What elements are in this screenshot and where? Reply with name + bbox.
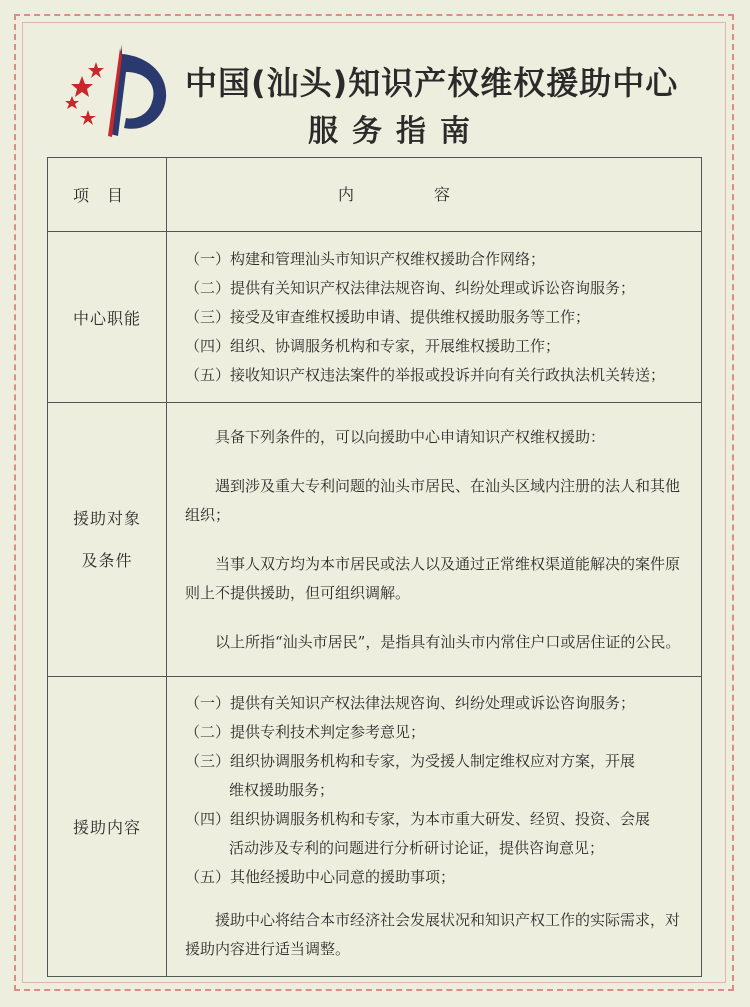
- list-item-continuation: 活动涉及专利的问题进行分析研讨论证，提供咨询意见；: [229, 839, 605, 857]
- row-content-cell: [167, 232, 702, 403]
- functions-list: [167, 241, 701, 394]
- list-item-continuation: 维权援助服务；: [229, 781, 335, 799]
- row-content-cell: [167, 677, 702, 977]
- list-item: （一）构建和管理汕头市知识产权维权援助合作网络；: [185, 249, 546, 268]
- table-row: [48, 232, 702, 403]
- logo-p-shape: [110, 44, 166, 136]
- list-item: （四）组织、协调服务机构和专家，开展维权援助工作；: [185, 336, 561, 355]
- paragraph: 具备下列条件的，可以向援助中心申请知识产权维权援助：: [215, 427, 606, 446]
- paragraph: 当事人双方均为本市居民或法人以及通过正常维权渠道能解决的案件原则上不提供援助，但可组织调解。: [185, 554, 681, 602]
- service-guide-table: [47, 157, 702, 977]
- star-icon: [80, 110, 96, 125]
- header-content-cell: [167, 158, 702, 232]
- row-label-cell: [48, 232, 167, 403]
- ip-logo-icon: [60, 44, 170, 144]
- list-item: （二）提供专利技术判定参考意见；: [185, 723, 426, 741]
- table-row: [48, 403, 702, 677]
- list-item: （三）组织协调服务机构和专家，为受援人制定维权应对方案，开展: [185, 752, 636, 770]
- row-label-aid-content: 援助内容: [72, 818, 141, 837]
- row-label-cell: [48, 677, 167, 977]
- table-row: [48, 677, 702, 977]
- list-item: （五）其他经援助中心同意的援助事项；: [185, 868, 456, 886]
- list-item: （五）接收知识产权违法案件的举报或投诉并向有关行政执法机关转送；: [185, 365, 666, 384]
- list-item: （三）接受及审查维权援助申请、提供维权援助服务等工作；: [185, 307, 591, 326]
- star-icon: [88, 62, 104, 78]
- row-content-cell: [167, 403, 702, 677]
- header-item-label: 项目: [72, 186, 141, 205]
- row-label-line: 及条件: [81, 550, 133, 570]
- row-label-cell: [48, 403, 167, 677]
- adjustment-note: 援助中心将结合本市经济社会发展状况和知识产权工作的实际需求，对援助内容进行适当调整。: [185, 911, 681, 958]
- header-content-label: 内容: [337, 185, 530, 204]
- list-item: （四）组织协调服务机构和专家，为本市重大研发、经贸、投资、会展: [185, 810, 651, 828]
- paragraph: 遇到涉及重大专利问题的汕头市居民、在汕头区域内注册的法人和其他组织；: [185, 476, 681, 524]
- row-label-line: 援助对象: [72, 508, 141, 528]
- header-item-cell: [48, 158, 167, 232]
- page-subtitle: 服务指南: [308, 114, 484, 149]
- paragraph: 以上所指“汕头市居民”，是指具有汕头市内常住户口或居住证的公民。: [215, 632, 681, 651]
- table-header-row: [48, 158, 702, 232]
- page-title: 中国(汕头)知识产权维权援助中心: [185, 64, 679, 102]
- star-icon: [65, 96, 79, 109]
- conditions-text: [167, 417, 701, 663]
- list-item: （一）提供有关知识产权法律法规咨询、纠纷处理或诉讼咨询服务；: [185, 694, 636, 712]
- row-label-center-functions: 中心职能: [72, 308, 141, 328]
- star-icon: [71, 76, 93, 97]
- list-item: （二）提供有关知识产权法律法规咨询、纠纷处理或诉讼咨询服务；: [185, 278, 636, 297]
- aid-content-list: [167, 685, 701, 968]
